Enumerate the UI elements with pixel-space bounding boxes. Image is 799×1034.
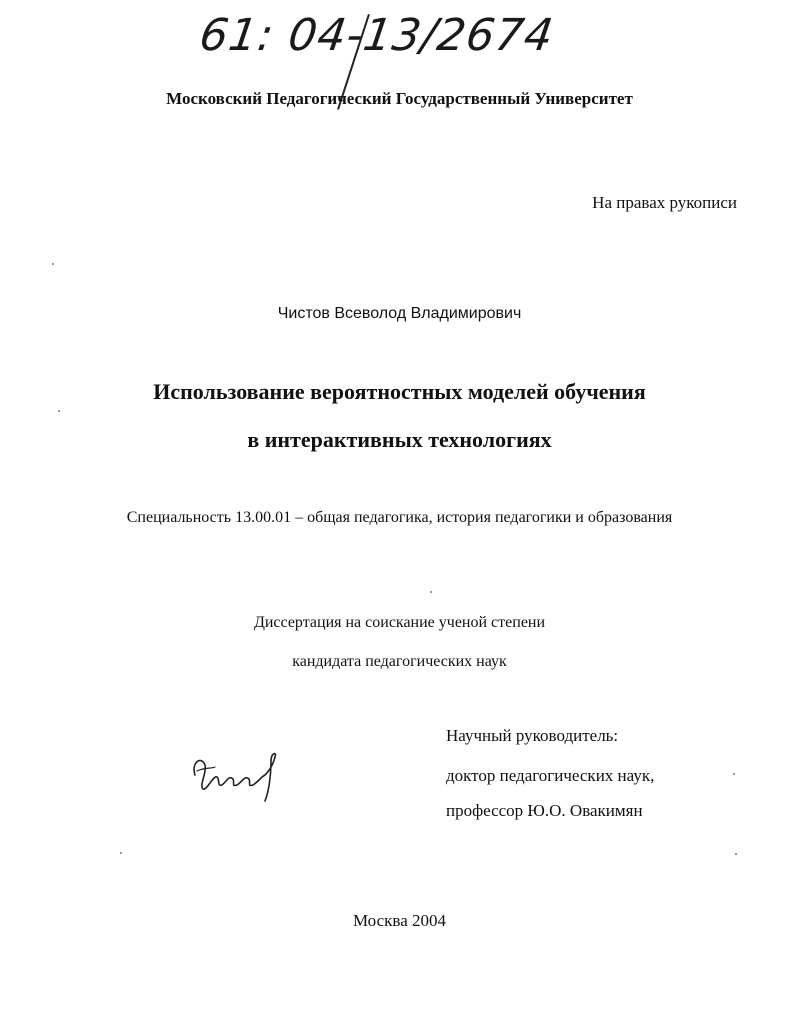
author-name: Чистов Всеволод Владимирович [277, 305, 522, 322]
specialty-line: Специальность 13.00.01 – общая педагогика, история педагогики и образования [126, 509, 673, 526]
supervisor-degree: доктор педагогических наук, [446, 766, 655, 785]
author-signature [187, 745, 287, 805]
thesis-title-line-2: в интерактивных технологиях [247, 427, 552, 452]
rights-note: На правах рукописи [592, 193, 737, 212]
dissertation-line-1: Диссертация на соискание ученой степени [253, 614, 546, 631]
dissertation-line-2: кандидата педагогических наук [292, 653, 507, 670]
thesis-title-line-1: Использование вероятностных моделей обучения [153, 379, 646, 404]
scan-speck [58, 410, 60, 412]
supervisor-label: Научный руководитель: [446, 726, 619, 745]
scan-speck [120, 852, 122, 854]
scan-speck [735, 853, 737, 855]
scan-speck [430, 591, 432, 593]
supervisor-name: профессор Ю.О. Овакимян [446, 801, 643, 820]
scan-speck [733, 773, 735, 775]
city-year: Москва 2004 [352, 911, 447, 930]
scan-speck [52, 263, 54, 265]
university-name: Московский Педагогический Государственный Университет [166, 89, 633, 108]
archive-code: 61: 04-13/2674 [196, 10, 558, 61]
